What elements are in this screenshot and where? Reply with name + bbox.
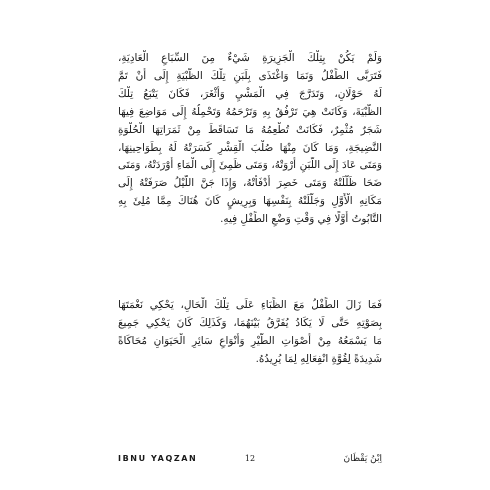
text-line: ضَحَا ظَلَّلَتْهُ وَمَتَى خَصِرَ أَدْفَأَتْهُ، وَإِذَا جَنَّ اللَّيْلُ صَرَفَتْهُ إِلَى [118, 177, 382, 190]
text-line: فَمَا زَالَ الطِّفْلُ مَعَ الظِّبَاءِ عَلَى تِلْكَ الْحَالِ، يَحْكِي نَغْمَتَهَا [118, 299, 382, 311]
paragraph-2 [118, 297, 382, 369]
text-line: شَدِيدَةً لِقُوَّةِ انْفِعَالِهِ لِمَا يُرِيدُهُ. [255, 352, 382, 365]
text-line: الظَّبْيَةَ، وَكَانَتْ هِيَ تَرْفُقُ بِهِ وَتَرْحَمُهُ وَتَحْمِلُهُ إِلَى مَوَاضِعَ فِيهَا [118, 105, 382, 118]
paragraph-1 [118, 50, 382, 229]
text-line: لَهُ حَوْلَانِ، وَتَدَرَّجَ فِي الْمَشْيِ وَأَثْغَرَ، فَكَانَ يَتْبَعُ تِلْكَ [118, 87, 382, 100]
text-line: وَمَتَى عَادَ إِلَى اللَّبَنِ أَرْوَتْهُ، وَمَتَى ظَمِئَ إِلَى الْمَاءِ أَوْرَدَتْهُ، وَمَتَى [118, 159, 382, 172]
text-line: بِصَوْتِهِ حَتَّى لَا يَكَادُ يُفَرَّقُ بَيْنَهُمَا، وَكَذَلِكَ كَانَ يَحْكِي جَمِيعَ [118, 316, 382, 329]
text-line: مَكَانِهِ الْأَوَّلِ وَجَلَّلَتْهُ بِنَفْسِهَا وَبِرِيشٍ كَانَ هُنَاكَ مِمَّا مُلِئَ بِهِ [118, 195, 382, 208]
running-title-latin: IBNU YAQZAN [118, 454, 198, 463]
page-footer [118, 452, 382, 466]
text-line: شَجَرٌ مُثْمِرٌ، فَكَانَتْ تُطْعِمُهُ مَا تَسَاقَطَ مِنْ ثَمَرَاتِهَا الْحُلْوَةِ [118, 123, 382, 136]
page-number: 12 [244, 454, 256, 463]
text-line: مَا يَسْمَعُهُ مِنْ أَصْوَاتِ الطَّيْرِ وَأَنْوَاعِ سَائِرِ الْحَيَوَانِ مُحَاكَاةً [118, 334, 382, 347]
text-line: التَّابُوتُ أَوَّلًا فِي وَقْتِ وَضْعِ الطِّفْلِ فِيهِ. [220, 213, 382, 226]
text-line: فَتَرَبَّى الطِّفْلُ وَنَمَا وَاغْتَذَى بِلَبَنِ تِلْكَ الظَّبْيَةِ إِلَى أَنْ تَمَّ [118, 69, 382, 82]
running-title-arabic: اِبْنُ يَقْظَانَ [343, 454, 382, 464]
text-line: وَلَمْ يَكُنْ بِتِلْكَ الْجَزِيرَةِ شَيْءٌ مِنَ السِّبَاعِ الْعَادِيَةِ، [118, 52, 382, 64]
text-line: النَّضِيجَةِ، وَمَا كَانَ مِنْهَا صُلْبَ الْقِشْرِ كَسَرَتْهُ لَهُ بِطَوَاحِينِهَا، [118, 141, 382, 154]
